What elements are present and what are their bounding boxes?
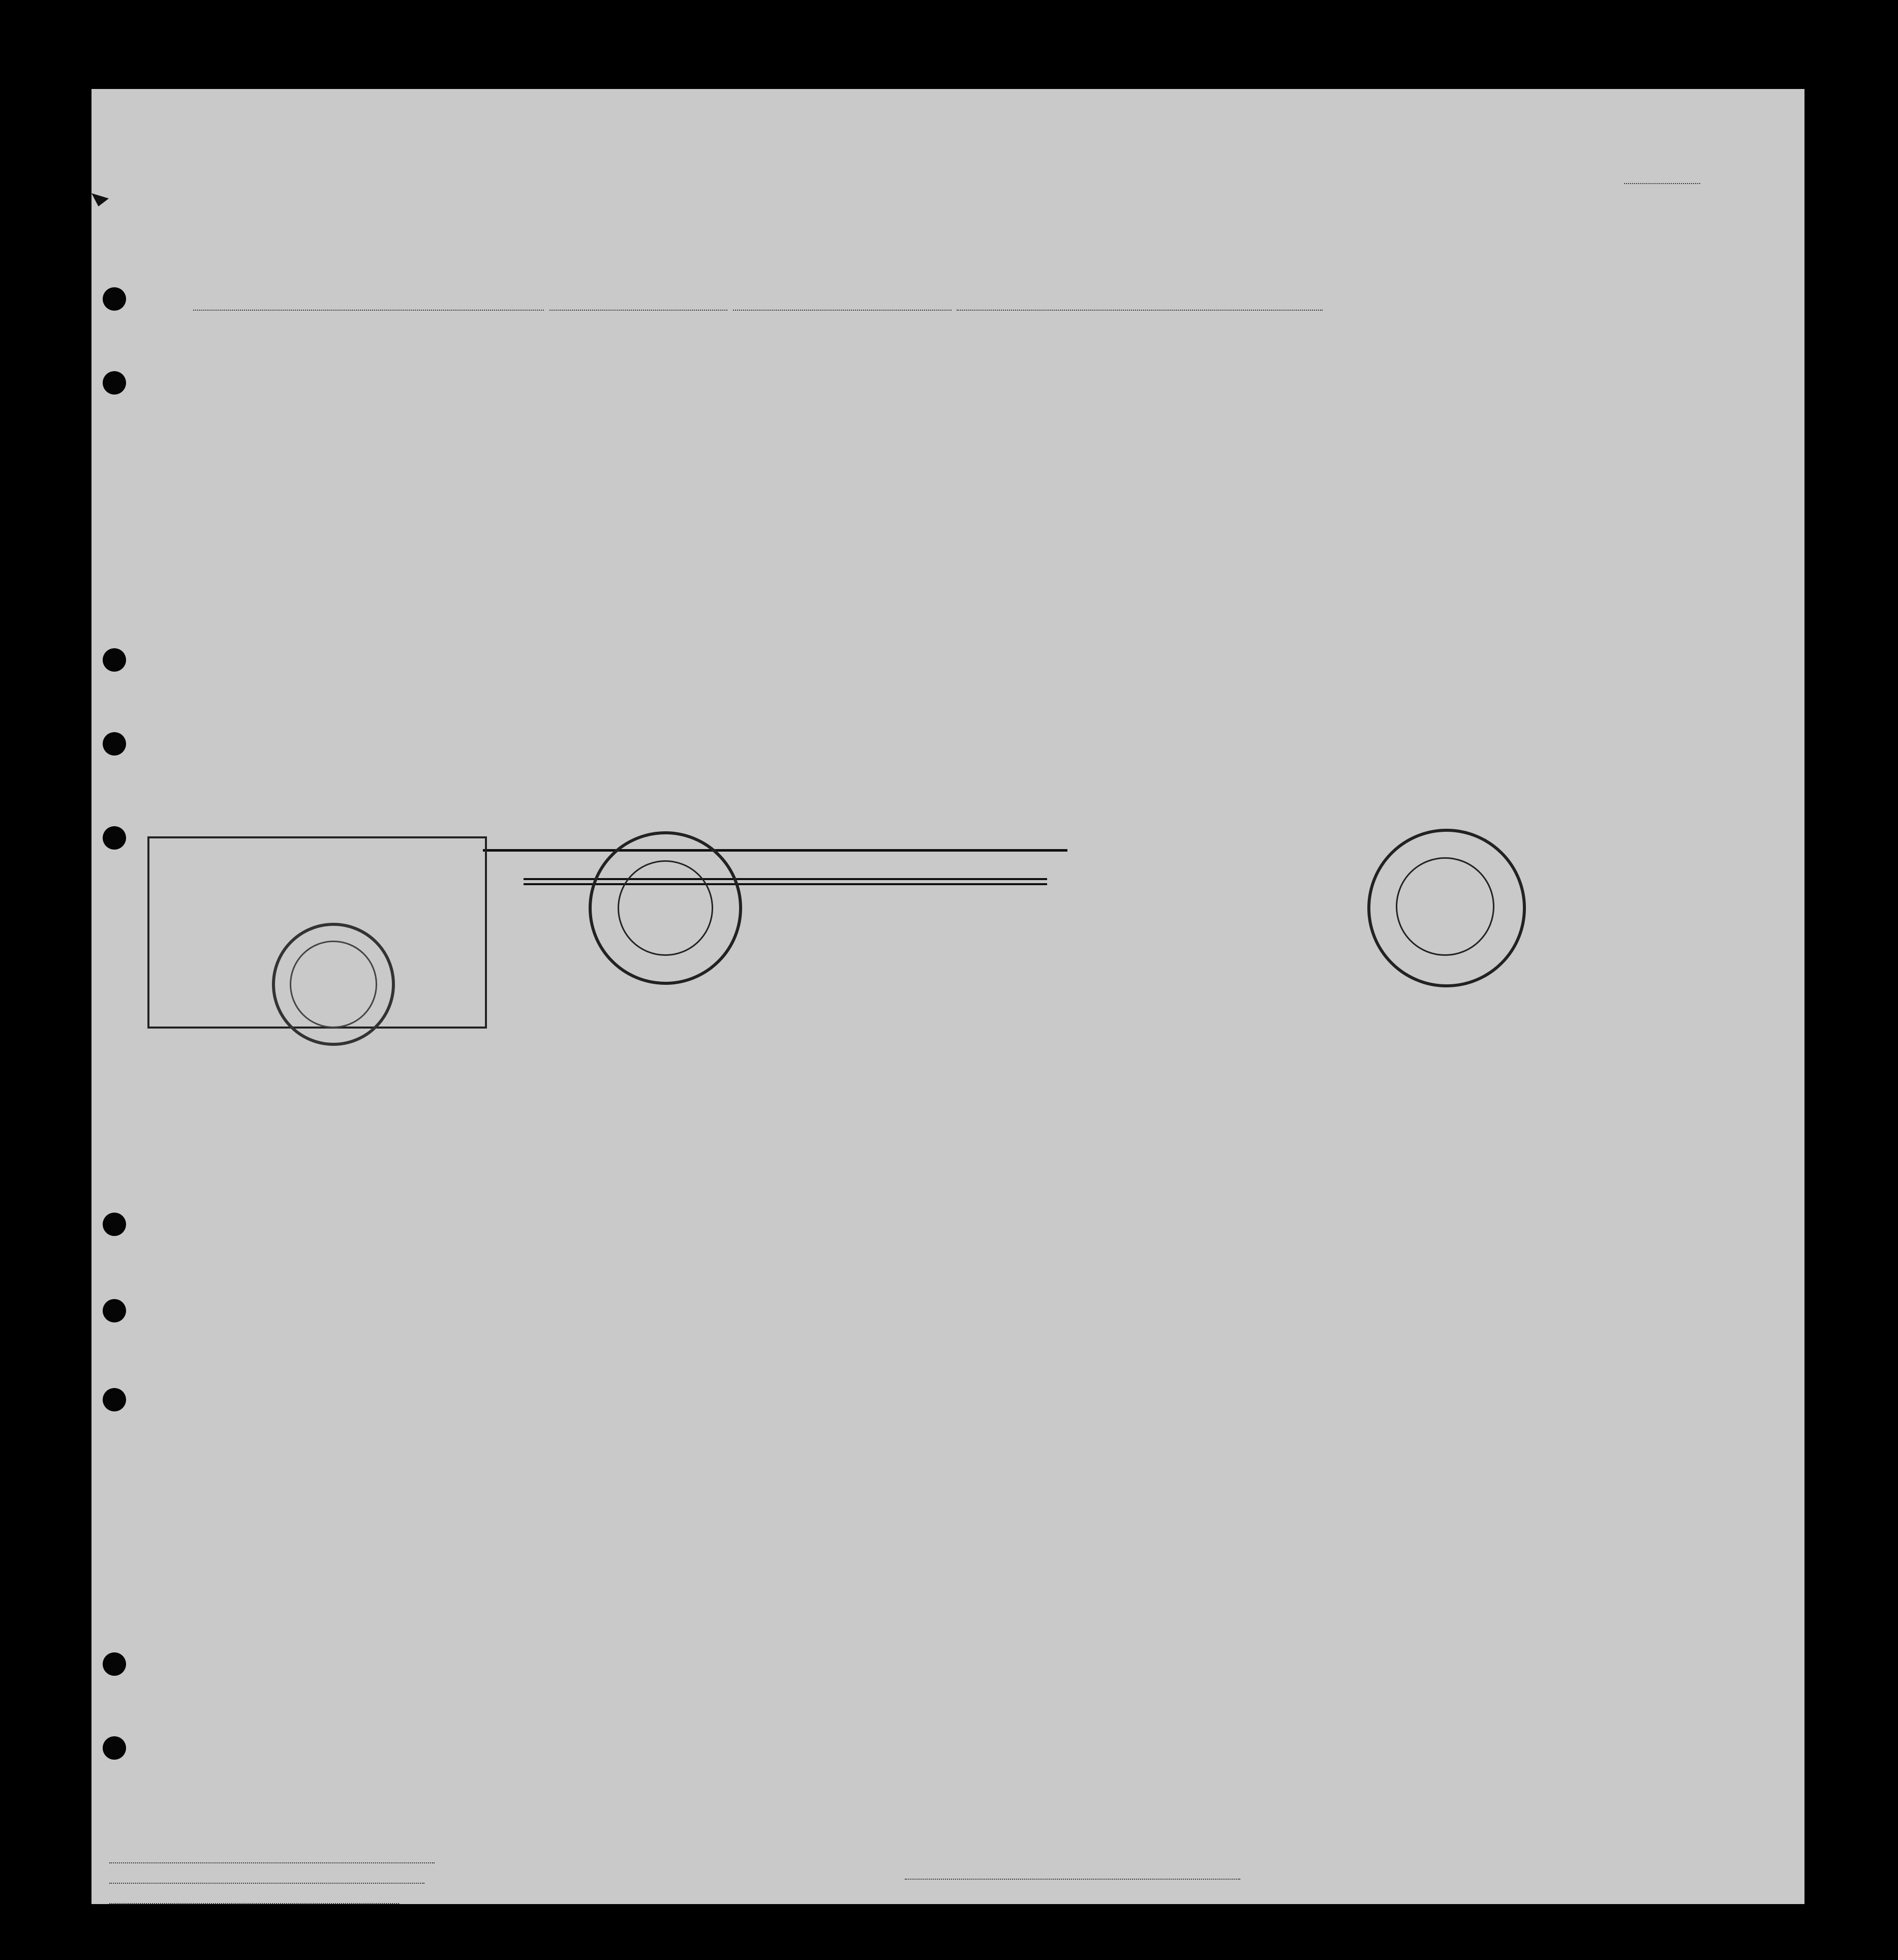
total-rule [483,849,1067,852]
total-line [529,857,541,873]
footer-line [109,1853,435,1866]
footer-agents [109,1894,399,1907]
port-seal-right-inner [1396,857,1494,956]
footer-owners [109,1874,424,1887]
port-seal-left-inner [618,860,713,956]
manifest-sheet [91,89,1804,1904]
bureau-place [157,873,163,895]
bureau-counts [177,960,277,978]
overlay-seal-inner [290,941,377,1028]
inspector-rule [905,1879,1240,1880]
